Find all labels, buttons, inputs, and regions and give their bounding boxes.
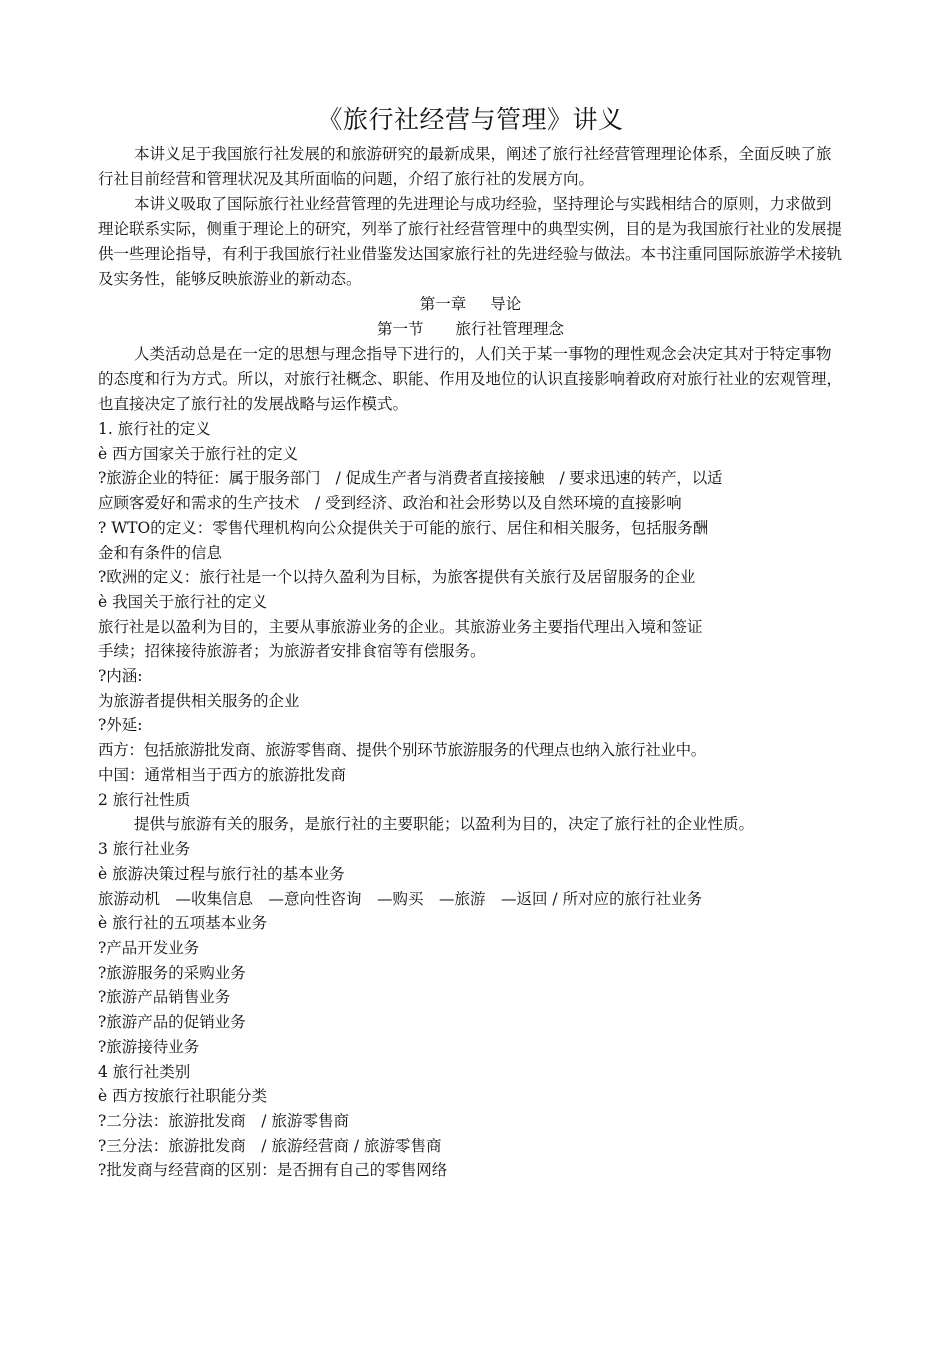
chapter-heading <box>98 292 843 317</box>
content-line: 旅游动机 —收集信息 —意向性咨询 —购买 —旅游 —返回 / 所对应的旅行社业务 <box>98 889 703 908</box>
content-line: è 西方按旅行社职能分类 <box>98 1087 268 1106</box>
content-line: 中国：通常相当于西方的旅游批发商 <box>98 765 347 784</box>
content-line: ?旅游企业的特征：属于服务部门 / 促成生产者与消费者直接接触 / 要求迅速的转产，以适 <box>98 469 723 488</box>
section-number: 第一节 <box>376 320 424 338</box>
content-line: ?三分法：旅游批发商 / 旅游经营商 / 旅游零售商 <box>98 1136 442 1155</box>
document-page <box>98 100 843 1183</box>
chapter-number: 第一章 <box>419 295 467 313</box>
section-name: 旅行社管理理念 <box>455 320 565 338</box>
content-line: 3 旅行社业务 <box>98 840 191 859</box>
section-heading <box>98 317 843 342</box>
document-title: 《旅行社经营与管理》讲义 <box>317 105 624 134</box>
content-lines-1 <box>98 417 843 812</box>
chapter-name: 导论 <box>490 295 522 313</box>
content-line: ?旅游接待业务 <box>98 1037 200 1056</box>
content-line: 西方：包括旅游批发商、旅游零售商、提供个别环节旅游服务的代理点也纳入旅行社业中。 <box>98 741 707 760</box>
content-line: 应顾客爱好和需求的生产技术 / 受到经济、政治和社会形势以及自然环境的直接影响 <box>98 494 682 513</box>
content-line: ?旅游产品销售业务 <box>98 988 231 1007</box>
content-line: 旅行社是以盈利为目的，主要从事旅游业务的企业。其旅游业务主要指代理出入境和签证 <box>98 617 703 636</box>
intro-paragraph-2: 本讲义吸取了国际旅行社业经营管理的先进理论与成功经验，坚持理论与实践相结合的原则，力求做到理论联系实际，侧重于理论上的研究，列举了旅行社经营管理中的典型实例，目的是为我国旅行社业的发展提供一些理论指导，有利于我国旅行社业借鉴发达国家旅行社的先进经验与做法。本书注重同国际旅游学术接轨及实务性，能够反映旅游业的新动态。 <box>98 195 843 288</box>
content-line: è 旅行社的五项基本业务 <box>98 914 268 933</box>
section-intro-paragraph: 人类活动总是在一定的思想与理念指导下进行的，人们关于某一事物的理性观念会决定其对于特定事物的态度和行为方式。所以，对旅行社概念、职能、作用及地位的认识直接影响着政府对旅行社业的宏观管理，也直接决定了旅行社的发展战略与运作模式。 <box>98 345 843 413</box>
content-line: ?欧洲的定义：旅行社是一个以持久盈利为目标，为旅客提供有关旅行及居留服务的企业 <box>98 568 696 587</box>
content-line: è 旅游决策过程与旅行社的基本业务 <box>98 864 345 883</box>
content-line: 1. 旅行社的定义 <box>98 420 211 438</box>
content-line: è 西方国家关于旅行社的定义 <box>98 444 299 463</box>
content-line: 手续；招徕接待旅游者；为旅游者安排食宿等有偿服务。 <box>98 642 486 661</box>
content-line: ?批发商与经营商的区别：是否拥有自己的零售网络 <box>98 1161 448 1180</box>
content-line: ?产品开发业务 <box>98 939 200 958</box>
nature-paragraph: 提供与旅游有关的服务，是旅行社的主要职能；以盈利为目的，决定了旅行社的企业性质。 <box>134 815 755 834</box>
content-line: 为旅游者提供相关服务的企业 <box>98 691 300 710</box>
content-line: ?外延: <box>98 716 143 735</box>
content-line: è 我国关于旅行社的定义 <box>98 592 268 611</box>
intro-paragraph-1: 本讲义足于我国旅行社发展的和旅游研究的最新成果，阐述了旅行社经营管理理论体系，全面反映了旅行社目前经营和管理状况及其所面临的问题，介绍了旅行社的发展方向。 <box>98 145 832 188</box>
content-line: 4 旅行社类别 <box>98 1062 191 1081</box>
content-lines-2 <box>98 837 843 1183</box>
content-line: 金和有条件的信息 <box>98 543 223 562</box>
content-line: ? WTO的定义：零售代理机构向公众提供关于可能的旅行、居住和相关服务，包括服务酬 <box>98 518 709 537</box>
content-line: ?旅游产品的促销业务 <box>98 1013 246 1032</box>
content-line: ?内涵: <box>98 667 143 686</box>
content-line: 2 旅行社性质 <box>98 790 191 809</box>
content-line: ?二分法：旅游批发商 / 旅游零售商 <box>98 1111 349 1130</box>
content-line: ?旅游服务的采购业务 <box>98 963 246 982</box>
